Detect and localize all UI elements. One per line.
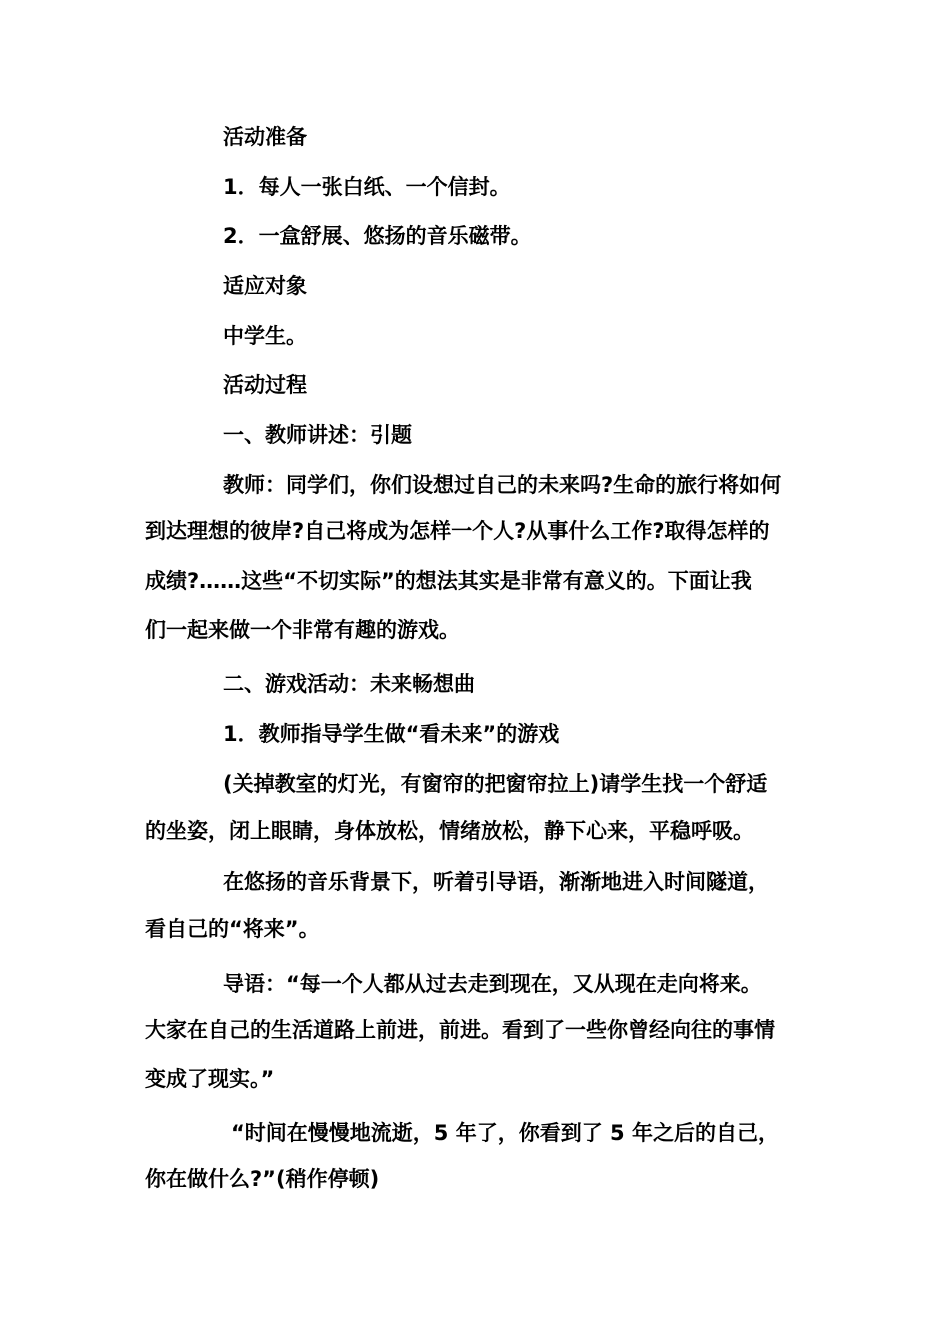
instruction-para-line: (关掉教室的灯光，有窗帘的把窗帘拉上)请学生找一个舒适 <box>223 772 768 796</box>
guide-para-line: 导语：“每一个人都从过去走到现在，又从现在走向将来。 <box>223 972 762 996</box>
teacher-para-line: 成绩?……这些“不切实际”的想法其实是非常有意义的。下面让我 <box>145 569 752 593</box>
music-para-line: 看自己的“将来”。 <box>145 917 320 941</box>
guide-para-line: 变成了现实。” <box>145 1067 275 1091</box>
music-para-line: 在悠扬的音乐背景下，听着引导语，渐渐地进入时间隧道， <box>223 870 769 894</box>
teacher-para-line: 到达理想的彼岸?自己将成为怎样一个人?从事什么工作?取得怎样的 <box>145 519 770 543</box>
guide-para-line: 大家在自己的生活道路上前进，前进。看到了一些你曾经向往的事情 <box>145 1018 775 1042</box>
section-2-title: 二、游戏活动：未来畅想曲 <box>223 672 475 696</box>
prep-item-1: 1．每人一张白纸、一个信封。 <box>223 175 511 199</box>
step-1-title: 1．教师指导学生做“看未来”的游戏 <box>223 722 560 746</box>
audience-text: 中学生。 <box>223 324 307 348</box>
section-1-title: 一、教师讲述：引题 <box>223 423 412 447</box>
prep-item-2: 2．一盒舒展、悠扬的音乐磁带。 <box>223 224 532 248</box>
time-para-line: “时间在慢慢地流逝，5 年了，你看到了 5 年之后的自己， <box>231 1121 779 1145</box>
instruction-para-line: 的坐姿，闭上眼睛，身体放松，情绪放松，静下心来，平稳呼吸。 <box>145 819 754 843</box>
teacher-para-line: 们一起来做一个非常有趣的游戏。 <box>145 618 460 642</box>
teacher-para-line: 教师：同学们，你们设想过自己的未来吗?生命的旅行将如何 <box>223 473 782 497</box>
heading-preparation: 活动准备 <box>223 125 307 149</box>
heading-audience: 适应对象 <box>223 274 307 298</box>
time-para-line: 你在做什么?”(稍作停顿) <box>145 1167 380 1191</box>
heading-process: 活动过程 <box>223 373 307 397</box>
